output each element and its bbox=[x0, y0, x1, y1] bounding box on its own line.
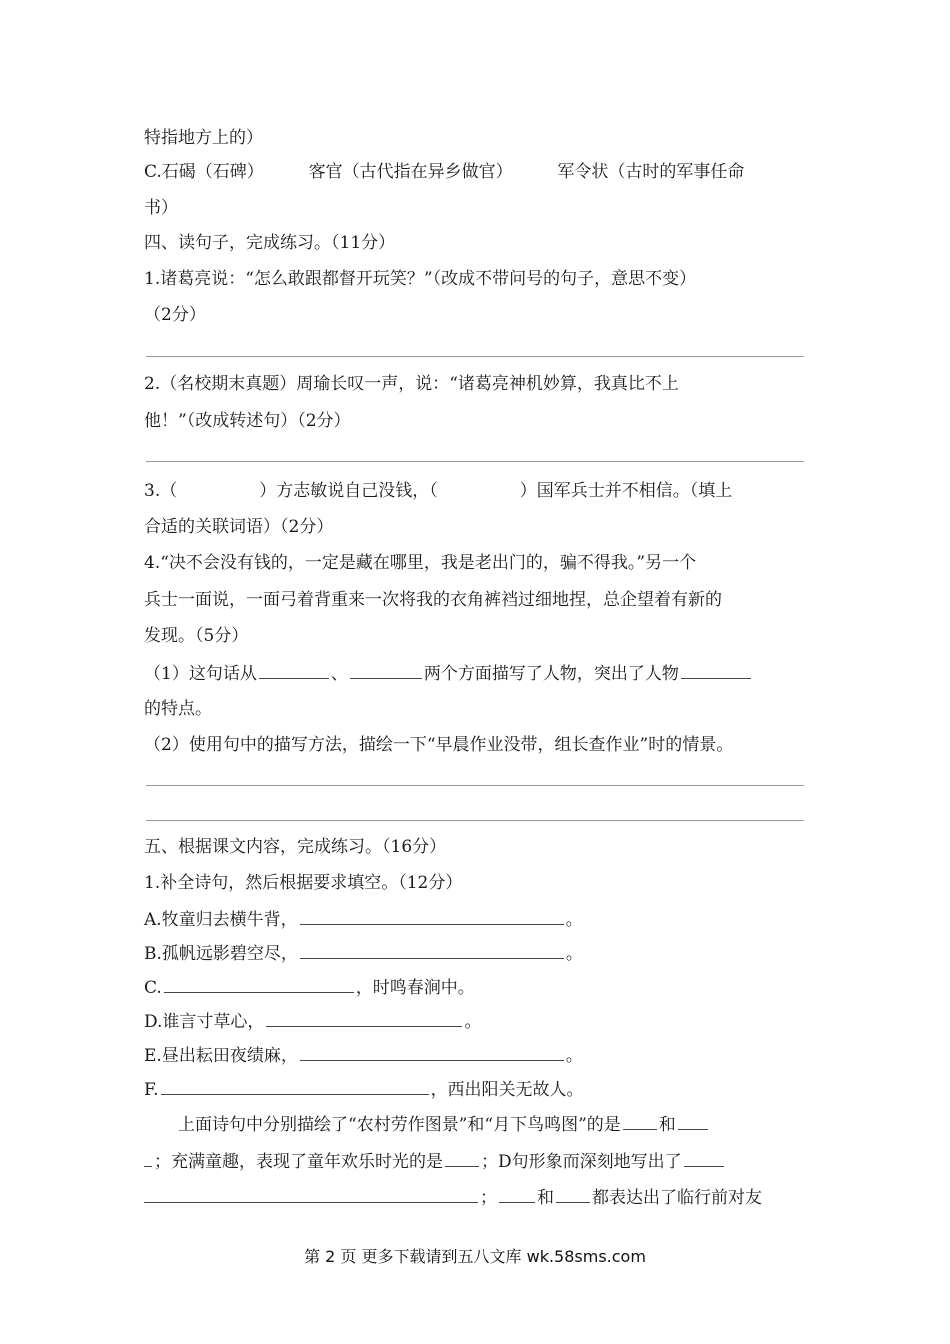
question-2-cont: 他！”（改成转述句）（2分） bbox=[144, 411, 351, 431]
poem-d-period: 。 bbox=[464, 1012, 482, 1032]
paragraph-line-2 bbox=[144, 1149, 726, 1173]
para2-text-2: ；D句形象而深刻地写出了 bbox=[481, 1152, 682, 1172]
para3-blank-2[interactable] bbox=[556, 1185, 590, 1203]
para3-text-1: ； bbox=[480, 1188, 497, 1208]
answer-line[interactable] bbox=[146, 356, 804, 357]
poem-c-blank[interactable] bbox=[164, 975, 354, 993]
poem-b-text: B.孤帆远影碧空尽， bbox=[144, 944, 298, 964]
paragraph-line-1 bbox=[178, 1112, 710, 1136]
poem-c-pre: C. bbox=[144, 978, 162, 998]
text-line: 书） bbox=[144, 198, 178, 218]
para1-blank-2[interactable] bbox=[678, 1112, 708, 1130]
section-5-title: 五、根据课文内容，完成练习。（16分） bbox=[144, 837, 447, 857]
poem-a bbox=[144, 907, 583, 931]
paragraph-line-3 bbox=[144, 1185, 762, 1209]
q3-text-1: 3.（ bbox=[144, 481, 178, 501]
para1-text-1: 上面诗句中分别描绘了“农村劳作图景”和“月下鸟鸣图”的是 bbox=[178, 1115, 621, 1135]
para2-blank-0[interactable] bbox=[144, 1149, 152, 1167]
q4-1-blank-3[interactable] bbox=[681, 661, 751, 679]
q4-1-text-3: 两个方面描写了人物，突出了人物 bbox=[423, 664, 679, 684]
poem-c bbox=[144, 975, 475, 999]
poem-a-text: A.牧童归去横牛背， bbox=[144, 910, 298, 930]
question-1: 1.诸葛亮说：“怎么敢跟都督开玩笑？”（改成不带问号的句子，意思不变） bbox=[144, 269, 697, 289]
q3-text-2: ）方志敏说自己没钱，（ bbox=[259, 481, 438, 501]
para3-blank-0[interactable] bbox=[144, 1185, 478, 1203]
poem-a-blank[interactable] bbox=[300, 907, 564, 925]
para3-text-3: 都表达出了临行前对友 bbox=[592, 1188, 762, 1208]
poem-b-blank[interactable] bbox=[300, 941, 564, 959]
question-4-cont2: 发现。（5分） bbox=[144, 626, 249, 646]
option-c-3: 军令状（古时的军事任命 bbox=[557, 162, 745, 182]
q4-1-text-2: 、 bbox=[330, 664, 348, 684]
poem-question: 1.补全诗句，然后根据要求填空。（12分） bbox=[144, 873, 463, 893]
poem-d-text: D.谁言寸草心， bbox=[144, 1012, 265, 1032]
para3-blank-1[interactable] bbox=[499, 1185, 535, 1203]
question-4-1 bbox=[144, 661, 753, 685]
poem-f bbox=[144, 1077, 584, 1101]
poem-e-period: 。 bbox=[565, 1046, 583, 1066]
para3-text-2: 和 bbox=[537, 1188, 554, 1208]
question-4-2: （2）使用句中的描写方法，描绘一下“早晨作业没带，组长查作业”时的情景。 bbox=[144, 735, 734, 755]
para2-blank-1[interactable] bbox=[445, 1149, 479, 1167]
text-line bbox=[144, 161, 744, 183]
poem-c-post: ，时鸣春涧中。 bbox=[355, 978, 475, 998]
q4-1-text-1: （1）这句话从 bbox=[144, 664, 257, 684]
answer-line[interactable] bbox=[146, 820, 804, 821]
poem-f-blank[interactable] bbox=[161, 1077, 429, 1095]
question-3 bbox=[144, 480, 732, 502]
q4-1-blank-1[interactable] bbox=[259, 661, 329, 679]
para1-blank-1[interactable] bbox=[623, 1112, 657, 1130]
text-line: 特指地方上的） bbox=[144, 128, 263, 148]
poem-d-blank[interactable] bbox=[266, 1009, 462, 1027]
section-4-title: 四、读句子，完成练习。（11分） bbox=[144, 233, 396, 253]
para2-blank-2[interactable] bbox=[684, 1149, 724, 1167]
question-4: 4.“决不会没有钱的，一定是藏在哪里，我是老出门的，骗不得我。”另一个 bbox=[144, 553, 697, 573]
question-2: 2.（名校期末真题）周瑜长叹一声，说：“诸葛亮神机妙算，我真比不上 bbox=[144, 374, 679, 394]
q4-1-blank-2[interactable] bbox=[350, 661, 422, 679]
poem-f-pre: F. bbox=[144, 1080, 159, 1100]
poem-e-text: E.昼出耘田夜绩麻， bbox=[144, 1046, 298, 1066]
question-1-score: （2分） bbox=[144, 305, 206, 325]
option-c-1: C.石碣（石碑） bbox=[144, 162, 264, 182]
poem-b-period: 。 bbox=[565, 944, 583, 964]
question-3-cont: 合适的关联词语）（2分） bbox=[144, 517, 334, 537]
para1-text-2: 和 bbox=[658, 1115, 676, 1135]
q3-text-3: ）国军兵士并不相信。（填上 bbox=[519, 481, 733, 501]
poem-a-period: 。 bbox=[565, 910, 583, 930]
poem-d bbox=[144, 1009, 481, 1033]
answer-line[interactable] bbox=[146, 461, 804, 462]
page-footer: 第 2 页 更多下载请到五八文库 wk.58sms.com bbox=[304, 1247, 646, 1266]
para2-text-1: ；充满童趣，表现了童年欢乐时光的是 bbox=[154, 1152, 443, 1172]
poem-f-post: ，西出阳关无故人。 bbox=[430, 1080, 584, 1100]
question-4-1-cont: 的特点。 bbox=[144, 699, 212, 719]
question-4-cont: 兵士一面说，一面弓着背重来一次将我的衣角裤裆过细地捏，总企望着有新的 bbox=[144, 590, 722, 610]
answer-line[interactable] bbox=[146, 785, 804, 786]
option-c-2: 客官（古代指在异乡做官） bbox=[308, 162, 513, 182]
poem-b bbox=[144, 941, 583, 965]
poem-e-blank[interactable] bbox=[300, 1043, 564, 1061]
poem-e bbox=[144, 1043, 583, 1067]
